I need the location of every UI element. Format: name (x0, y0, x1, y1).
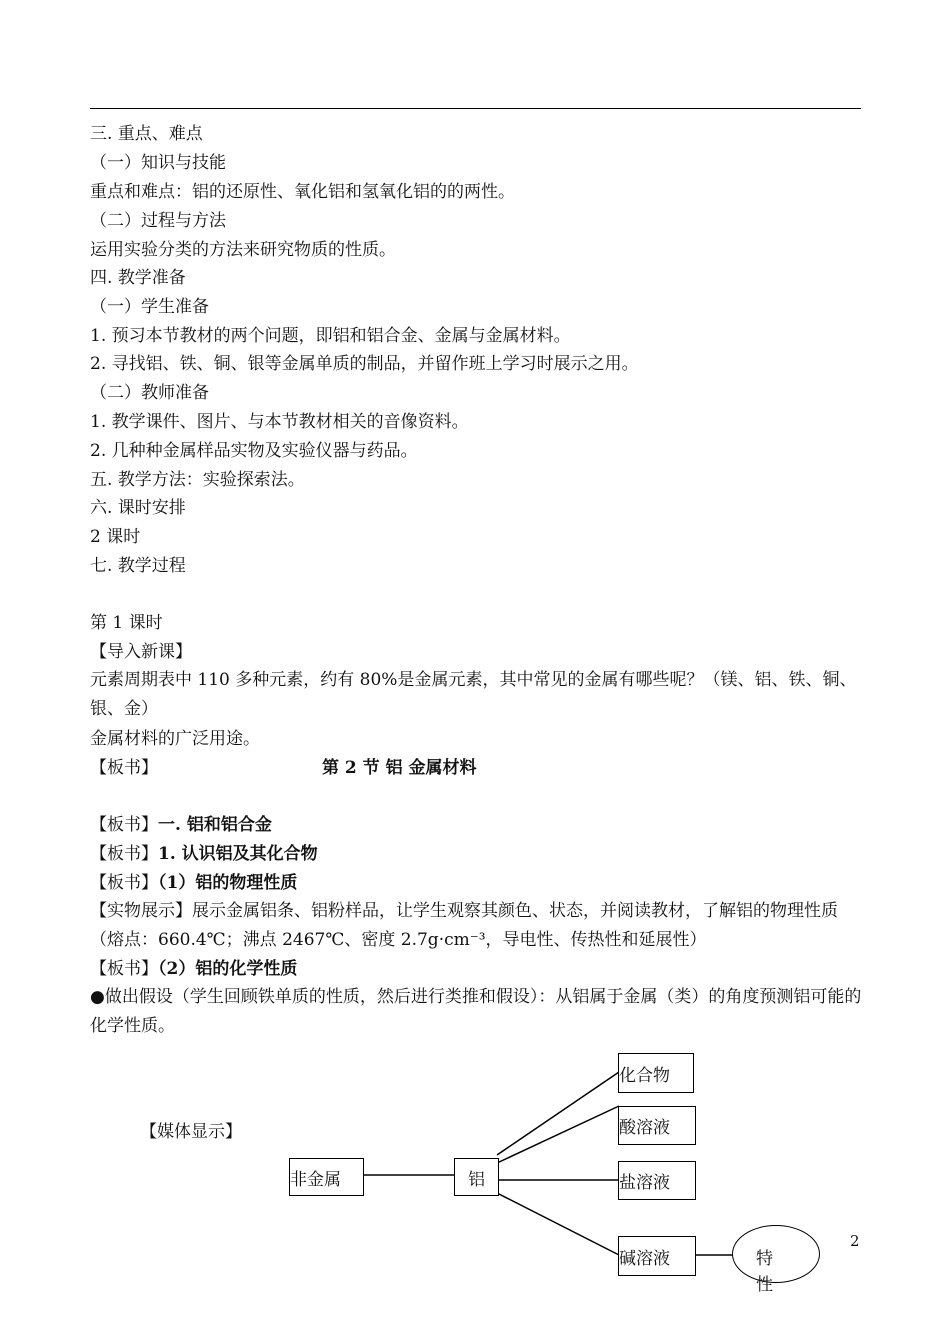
lesson-label: 第 1 课时 (90, 613, 163, 633)
subsection-heading: （一）知识与技能 (90, 153, 226, 173)
bracket-heading: 【导入新课】 (90, 642, 192, 662)
board-text: 一. 铝和铝合金 (158, 815, 272, 835)
board-text: （1）铝的物理性质 (158, 873, 298, 893)
hypothesis-paragraph: ●做出假设（学生回顾铁单质的性质，然后进行类推和假设）：从铝属于金属（类）的角度预测铝可能的化学性质。 (90, 987, 862, 1036)
acid-label: 酸溶液 (619, 1118, 670, 1138)
salt-label: 盐溶液 (619, 1173, 670, 1193)
aluminum-box (454, 1158, 499, 1196)
demo-text: 展示金属铝条、铝粉样品，让学生观察其颜色、状态，并阅读教材，了解铝的物理性质（熔点：660.4℃；沸点 2467℃、密度 2.7g·cm⁻³，导电性、传热性和延展性） (90, 901, 838, 950)
list-item: 1. 预习本节教材的两个问题，即铝和铝合金、金属与金属材料。 (90, 326, 571, 346)
section-heading: 三. 重点、难点 (90, 124, 203, 144)
acid-box (618, 1106, 696, 1145)
aluminum-label: 铝 (468, 1169, 485, 1190)
list-item: 1. 教学课件、图片、与本节教材相关的音像资料。 (90, 412, 469, 432)
paragraph: 金属材料的广泛用途。 (90, 729, 260, 749)
subsection-heading: （二）教师准备 (90, 383, 209, 403)
nonmetal-box (289, 1158, 364, 1196)
board-tag: 【板书】 (90, 959, 158, 979)
board-tag: 【板书】 (90, 758, 158, 778)
special-ellipse (732, 1225, 820, 1283)
subsection-heading: （一）学生准备 (90, 297, 209, 317)
page-number: 2 (850, 1232, 860, 1250)
board-tag: 【板书】 (90, 844, 158, 864)
paragraph: 元素周期表中 110 多种元素，约有 80%是金属元素，其中常见的金属有哪些呢？（镁、铝、铁、铜、银、金） (90, 670, 857, 719)
compound-box (618, 1053, 694, 1093)
section-heading: 四. 教学准备 (90, 268, 186, 288)
board-text: 1. 认识铝及其化合物 (158, 844, 318, 864)
base-label: 碱溶液 (619, 1248, 670, 1269)
lesson-title: 第 2 节 铝 金属材料 (322, 758, 477, 778)
subsection-heading: （二）过程与方法 (90, 211, 226, 231)
salt-box (618, 1161, 696, 1200)
board-tag: 【板书】 (90, 873, 158, 893)
board-tag: 【板书】 (90, 815, 158, 835)
board-text: （2）铝的化学性质 (158, 959, 298, 979)
paragraph: 运用实验分类的方法来研究物质的性质。 (90, 240, 396, 260)
compound-label: 化合物 (619, 1065, 670, 1086)
section-heading: 五. 教学方法：实验探索法。 (90, 470, 305, 490)
section-heading: 六. 课时安排 (90, 498, 186, 518)
nonmetal-label: 非金属 (290, 1169, 341, 1190)
paragraph: 2 课时 (90, 527, 141, 547)
base-box (618, 1236, 696, 1276)
paragraph: 重点和难点：铝的还原性、氧化铝和氢氧化铝的的两性。 (90, 182, 515, 202)
media-label: 【媒体显示】 (140, 1122, 242, 1142)
demo-tag: 【实物展示】 (90, 901, 192, 921)
special-label: 特性 (756, 1249, 773, 1295)
list-item: 2. 寻找铝、铁、铜、银等金属单质的制品，并留作班上学习时展示之用。 (90, 354, 639, 374)
section-heading: 七. 教学过程 (90, 556, 186, 576)
list-item: 2. 几种种金属样品实物及实验仪器与药品。 (90, 441, 418, 461)
